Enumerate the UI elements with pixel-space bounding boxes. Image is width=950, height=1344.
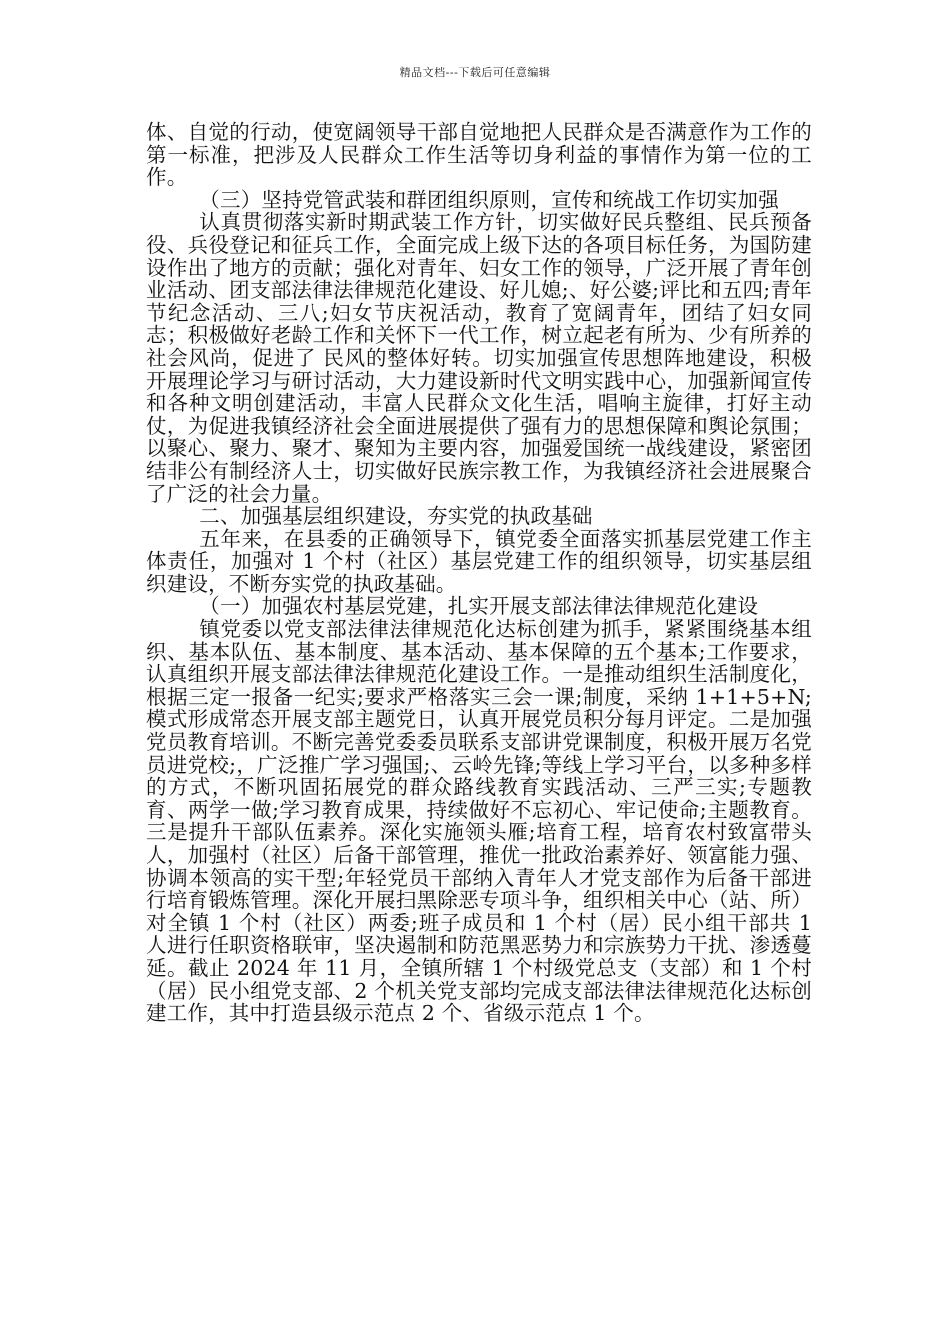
paragraph: 五年来，在县委的正确领导下，镇党委全面落实抓基层党建工作主体责任，加强对 1 个村（社区）基层党建工作的组织领导，切实基层组织建设，不断夯实党的执政基础。 <box>146 526 812 596</box>
paragraph: 镇党委以党支部法律法律规范化达标创建为抓手，紧紧围绕基本组织、基本队伍、基本制度、基本活动、基本保障的五个基本;工作要求，认真组织开展支部法律法律规范化建设工作。一是推动组织生活制度化，根据三定一报备一纪实;要求严格落实三会一课;制度，采纳 1+1+5+N;模式形成常态开展支部主题党日，认真开展党员积分每月评定。二是加强党员教育培训。不断完善党委委员联系支部讲党课制度，积极开展万名党员进党校;，广泛推广学习强国;、云岭先锋;等线上学习平台，以多种多样的方式，不断巩固拓展党的群众路线教育实践活动、三严三实;专题教育、两学一做;学习教育成果，持续做好不忘初心、牢记使命;主题教育。三是提升干部队伍素养。深化实施领头雁;培育工程，培育农村致富带头人，加强村（社区）后备干部管理，推优一批政治素养好、领富能力强、协调本领高的实干型;年轻党员干部纳入青年人才党支部作为后备干部进行培育锻炼管理。深化开展扫黑除恶专项斗争，组织相关中心（站、所）对全镇 1 个村（社区）两委;班子成员和 1 个村（居）民小组干部共 1 人进行任职资格联审，坚决遏制和防范黑恶势力和宗族势力干扰、渗透蔓延。截止 2024 年 11 月，全镇所辖 1 个村级党总支（支部）和 1 个村（居）民小组党支部、2 个机关党支部均完成支部法律法律规范化达标创建工作，其中打造县级示范点 2 个、省级示范点 1 个。 <box>146 617 812 1026</box>
section-heading: （一）加强农村基层党建，扎实开展支部法律法律规范化建设 <box>199 594 759 619</box>
paragraph: 体、自觉的行动，使宽阔领导干部自觉地把人民群众是否满意作为工作的第一标准，把涉及人民群众工作生活等切身利益的事情作为第一位的工作。 <box>146 120 812 190</box>
section-heading: （三）坚持党管武装和群团组织原则，宣传和统战工作切实加强 <box>199 187 779 212</box>
page-header: 精品文档---下载后可任意编辑 <box>399 66 551 79</box>
document-body <box>146 121 812 1025</box>
section-heading: 二、加强基层组织建设，夯实党的执政基础 <box>199 504 593 529</box>
paragraph: 认真贯彻落实新时期武装工作方针，切实做好民兵整组、民兵预备役、兵役登记和征兵工作，全面完成上级下达的各项目标任务，为国防建设作出了地方的贡献；强化对青年、妇女工作的领导，广泛开展了青年创业活动、团支部法律法律规范化建设、好儿媳;、好公婆;评比和五四;青年节纪念活动、三八;妇女节庆祝活动，教育了宽阔青年，团结了妇女同志；积极做好老龄工作和关怀下一代工作，树立起老有所为、少有所养的社会风尚，促进了 民风的整体好转。切实加强宣传思想阵地建设，积极开展理论学习与研讨活动，大力建设新时代文明实践中心，加强新闻宣传和各种文明创建活动，丰富人民群众文化生活，唱响主旋律，打好主动仗，为促进我镇经济社会全面进展提供了强有力的思想保障和舆论氛围；以聚心、聚力、聚才、聚知为主要内容，加强爱国统一战线建设，紧密团结非公有制经济人士，切实做好民族宗教工作，为我镇经济社会进展聚合了广泛的社会力量。 <box>146 210 812 506</box>
